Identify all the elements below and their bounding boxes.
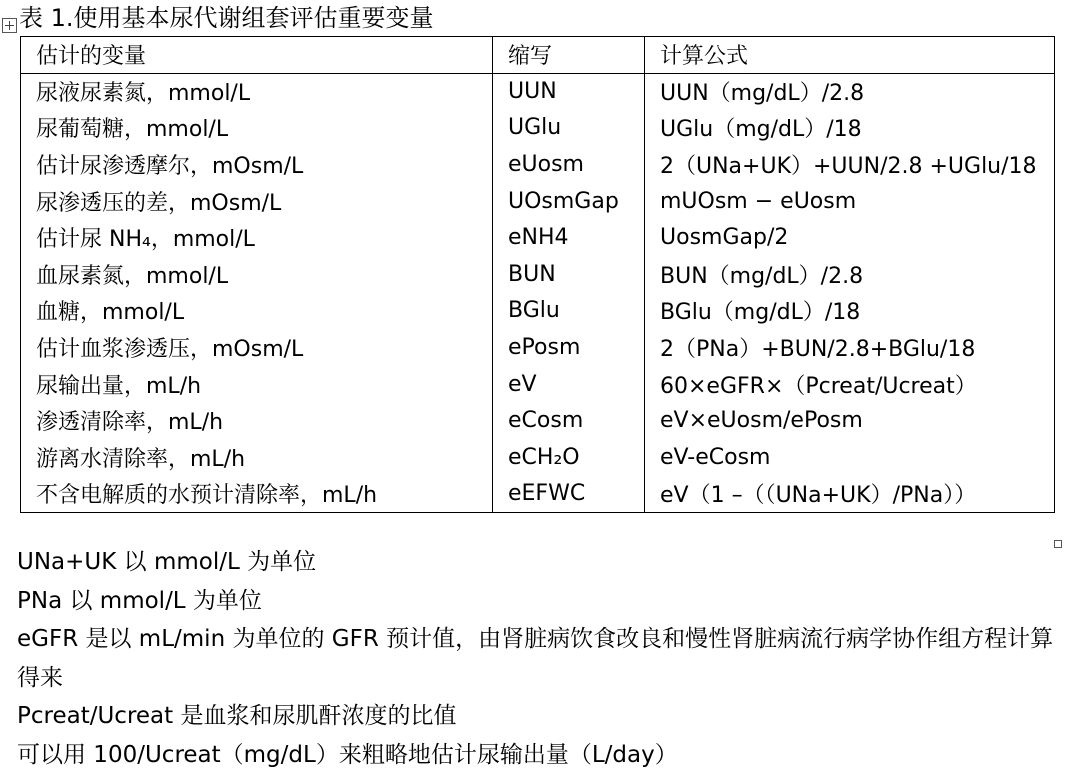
cell-variable: 尿渗透压的差，mOsm/L xyxy=(21,183,493,220)
table-row xyxy=(21,293,1055,330)
cell-formula: UosmGap/2 xyxy=(645,219,1055,256)
cell-formula: BUN（mg/dL）/2.8 xyxy=(645,256,1055,293)
table-row xyxy=(21,476,1055,513)
cell-variable: 血尿素氮，mmol/L xyxy=(21,256,493,293)
cell-variable: 尿输出量，mL/h xyxy=(21,366,493,403)
cell-formula: 60×eGFR×（Pcreat/Ucreat） xyxy=(645,366,1055,403)
note-line: eGFR 是以 mL/min 为单位的 GFR 预计值，由肾脏病饮食改良和慢性肾脏病流行病学协作组方程计算得来 xyxy=(17,626,1054,691)
cell-formula: mUOsm − eUosm xyxy=(645,183,1055,220)
cell-formula: eV-eCosm xyxy=(645,439,1055,476)
note-line: 可以用 100/Ucreat（mg/dL）来粗略地估计尿输出量（L/day） xyxy=(17,741,678,768)
cell-variable: 估计尿渗透摩尔，mOsm/L xyxy=(21,146,493,183)
cell-variable: 尿葡萄糖，mmol/L xyxy=(21,110,493,147)
cell-abbreviation: ePosm xyxy=(493,329,645,366)
table-row xyxy=(21,366,1055,403)
cell-formula: UUN（mg/dL）/2.8 xyxy=(645,73,1055,110)
cell-variable: 游离水清除率，mL/h xyxy=(21,439,493,476)
table-caption: 表 1.使用基本尿代谢组套评估重要变量 xyxy=(19,4,434,32)
cell-abbreviation: eNH4 xyxy=(493,219,645,256)
cell-abbreviation: UGlu xyxy=(493,110,645,147)
header-cell-abbreviation: 缩写 xyxy=(493,37,645,74)
cell-variable: 血糖，mmol/L xyxy=(21,293,493,330)
cell-abbreviation: BUN xyxy=(493,256,645,293)
cell-formula: 2（PNa）+BUN/2.8+BGlu/18 xyxy=(645,329,1055,366)
cell-formula: 2（UNa+UK）+UUN/2.8 +UGlu/18 xyxy=(645,146,1055,183)
cell-abbreviation: UUN xyxy=(493,73,645,110)
table-row xyxy=(21,439,1055,476)
cell-variable: 估计血浆渗透压，mOsm/L xyxy=(21,329,493,366)
table-row xyxy=(21,219,1055,256)
cell-abbreviation: eEFWC xyxy=(493,476,645,513)
cell-formula: eV（1 –（（UNa+UK）/PNa）） xyxy=(645,476,1055,513)
table-row xyxy=(21,146,1055,183)
cell-abbreviation: eV xyxy=(493,366,645,403)
cell-variable: 尿液尿素氮，mmol/L xyxy=(21,73,493,110)
note-line: UNa+UK 以 mmol/L 为单位 xyxy=(17,549,317,575)
table-row xyxy=(21,329,1055,366)
cell-formula: UGlu（mg/dL）/18 xyxy=(645,110,1055,147)
cell-abbreviation: eUosm xyxy=(493,146,645,183)
cell-variable: 不含电解质的水预计清除率，mL/h xyxy=(21,476,493,513)
variables-table xyxy=(20,36,1055,513)
header-cell-variable: 估计的变量 xyxy=(21,37,493,74)
cell-formula: BGlu（mg/dL）/18 xyxy=(645,293,1055,330)
table-row xyxy=(21,110,1055,147)
note-line: Pcreat/Ucreat 是血浆和尿肌酐浓度的比值 xyxy=(17,703,457,730)
table-row xyxy=(21,183,1055,220)
cell-abbreviation: eCosm xyxy=(493,402,645,439)
cell-abbreviation: UOsmGap xyxy=(493,183,645,220)
cell-formula: eV×eUosm/ePosm xyxy=(645,402,1055,439)
table-row xyxy=(21,256,1055,293)
note-line: PNa 以 mmol/L 为单位 xyxy=(17,587,262,614)
cell-abbreviation: BGlu xyxy=(493,293,645,330)
table-header-row xyxy=(21,37,1055,74)
cell-variable: 渗透清除率，mL/h xyxy=(21,402,493,439)
table-move-handle[interactable] xyxy=(2,18,17,33)
cell-abbreviation: eCH₂O xyxy=(493,439,645,476)
table-notes xyxy=(17,543,1057,775)
header-cell-formula: 计算公式 xyxy=(645,37,1055,74)
table-row xyxy=(21,73,1055,110)
table-row xyxy=(21,402,1055,439)
cell-variable: 估计尿 NH₄，mmol/L xyxy=(21,219,493,256)
